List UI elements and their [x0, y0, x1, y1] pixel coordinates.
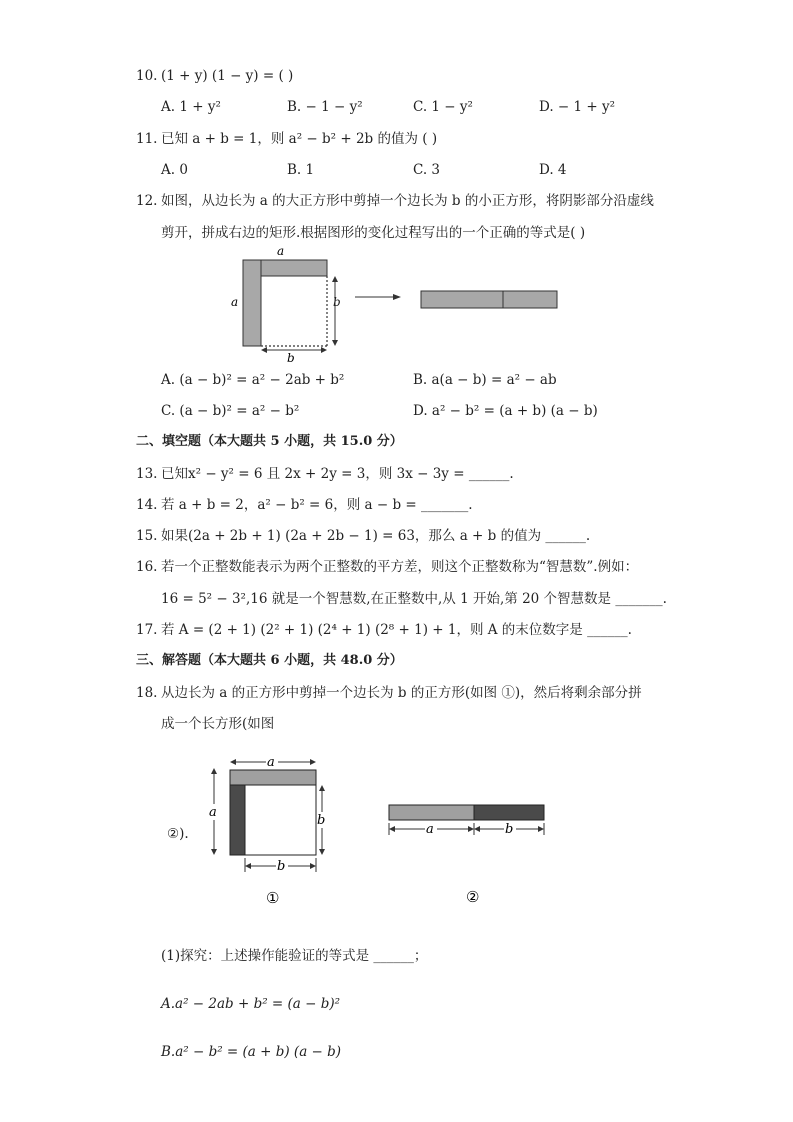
- section-3-title: 三、解答题（本大题共 6 小题，共 48.0 分）: [136, 653, 403, 668]
- q12-number: 12.: [136, 193, 158, 209]
- q12-figure: [225, 240, 570, 365]
- q11-option-d: D. 4: [539, 162, 567, 178]
- q11-option-a: A. 0: [161, 162, 188, 178]
- q18-fig2-dark-part: [474, 805, 544, 820]
- q18-fig-prefix: ②).: [167, 826, 189, 842]
- q10-option-d: D. − 1 + y²: [539, 99, 616, 115]
- q18-fig2-caption: ②: [466, 888, 480, 906]
- q12-line2: 剪开，拼成右边的矩形.根据图形的变化过程写出的一个正确的等式是( ): [161, 225, 586, 241]
- q18-option-a: A.a² − 2ab + b² = (a − b)²: [161, 996, 341, 1012]
- q18-line2: 成一个长方形(如图: [161, 716, 275, 732]
- q18-fig2-label-a: a: [426, 822, 434, 837]
- q12-line1: 如图，从边长为 a 的大正方形中剪掉一个边长为 b 的小正方形，将阴影部分沿虚线: [161, 193, 654, 209]
- q18-fig1-label-a-top: a: [267, 755, 275, 770]
- q11-number: 11.: [136, 131, 158, 147]
- q18-line1: 从边长为 a 的正方形中剪掉一个边长为 b 的正方形(如图 ①)，然后将剩余部分拼: [161, 685, 642, 701]
- q10-option-b: B. − 1 − y²: [287, 99, 363, 115]
- q13-number: 13.: [136, 466, 158, 482]
- q10-stem: (1 + y) (1 − y) = ( ): [161, 68, 294, 84]
- q18-part1: (1)探究：上述操作能验证的等式是 ______；: [161, 948, 428, 964]
- q12-option-d: D. a² − b² = (a + b) (a − b): [413, 403, 598, 419]
- q18-figure-1: [200, 752, 340, 912]
- q18-option-b: B.a² − b² = (a + b) (a − b): [161, 1044, 342, 1060]
- q13-text: 已知x² − y² = 6 且 2x + 2y = 3，则 3x − 3y = ______.: [161, 466, 514, 482]
- q12-option-a: A. (a − b)² = a² − 2ab + b²: [161, 372, 345, 388]
- q12-rect-right-part: [503, 291, 557, 308]
- q18-fig1-label-b-right: b: [317, 813, 326, 828]
- q14-number: 14.: [136, 497, 158, 513]
- q16-number: 16.: [136, 559, 158, 575]
- q18-fig1-label-a-left: a: [209, 805, 217, 820]
- q18-fig1-left-bar: [230, 785, 245, 855]
- q10-option-a: A. 1 + y²: [161, 99, 221, 115]
- q14-text: 若 a + b = 2，a² − b² = 6，则 a − b = _______.: [161, 497, 473, 513]
- q18-fig1-caption: ①: [266, 889, 280, 907]
- q12-label-b-right: b: [333, 295, 341, 309]
- q12-rect-left-part: [421, 291, 503, 308]
- q10-option-c: C. 1 − y²: [413, 99, 473, 115]
- q17-number: 17.: [136, 622, 158, 638]
- q17-text: 若 A = (2 + 1) (2² + 1) (2⁴ + 1) (2⁸ + 1) + 1，则 A 的末位数字是 ______.: [161, 622, 632, 638]
- q18-fig2-light-part: [389, 805, 474, 820]
- q16-line1: 若一个正整数能表示为两个正整数的平方差，则这个正整数称为“智慧数”.例如：: [161, 559, 639, 575]
- q12-label-a-top: a: [277, 244, 285, 258]
- q18-fig1-label-b-bottom: b: [277, 859, 286, 874]
- q15-number: 15.: [136, 528, 158, 544]
- q11-stem: 已知 a + b = 1，则 a² − b² + 2b 的值为 ( ): [161, 131, 438, 147]
- q12-left-shaded-bar: [243, 260, 261, 346]
- q10-number: 10.: [136, 68, 158, 84]
- q12-option-b: B. a(a − b) = a² − ab: [413, 372, 557, 388]
- q15-text: 如果(2a + 2b + 1) (2a + 2b − 1) = 63，那么 a + b 的值为 ______.: [161, 528, 591, 544]
- q11-option-b: B. 1: [287, 162, 315, 178]
- q12-label-a-left: a: [231, 295, 239, 309]
- section-2-title: 二、填空题（本大题共 5 小题，共 15.0 分）: [136, 434, 403, 449]
- q18-fig1-top-bar: [230, 770, 316, 785]
- q18-fig2-label-b: b: [505, 822, 514, 837]
- q12-label-b-bottom: b: [287, 351, 295, 365]
- q16-line2: 16 = 5² − 3²,16 就是一个智慧数,在正整数中,从 1 开始,第 20 个智慧数是 _______.: [161, 591, 667, 607]
- q11-option-c: C. 3: [413, 162, 441, 178]
- q18-figure-2: [380, 795, 555, 910]
- q18-number: 18.: [136, 685, 158, 701]
- q12-option-c: C. (a − b)² = a² − b²: [161, 403, 300, 419]
